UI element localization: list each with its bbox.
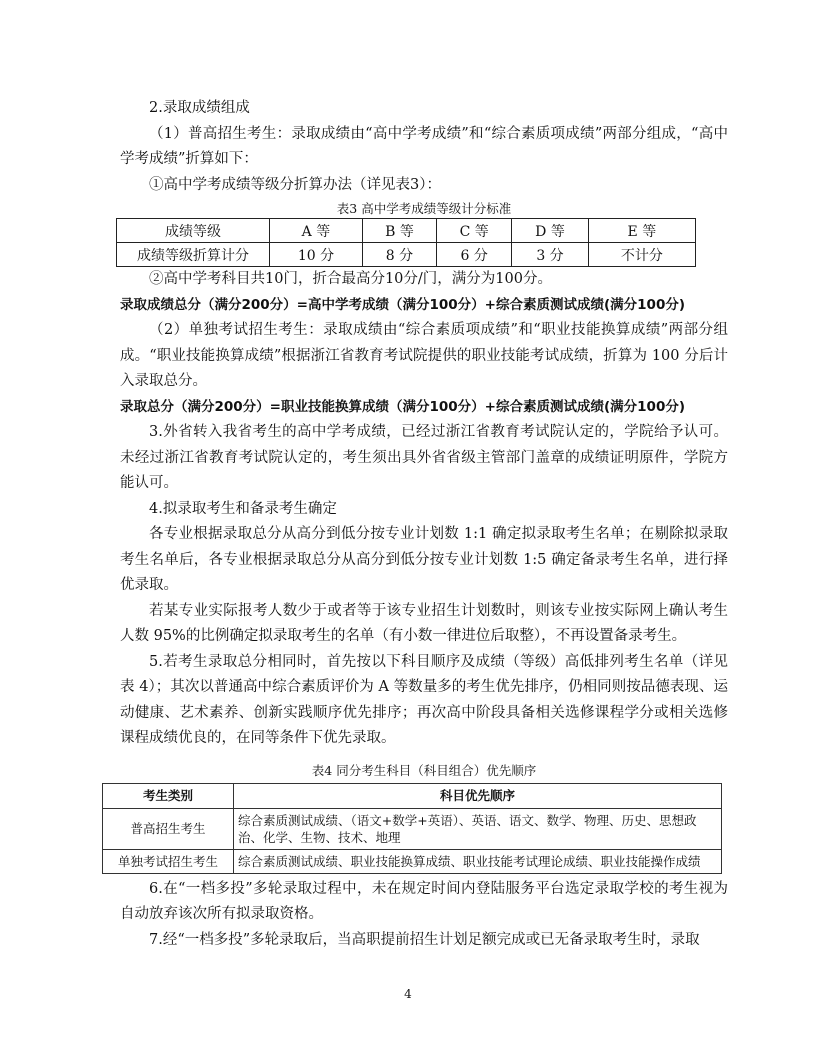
table3-caption: 表3 高中学考成绩等级计分标准 — [336, 201, 512, 216]
paragraph-out-of-province: 3.外省转入我省考生的高中学考成绩，已经过浙江省教育考试院认定的，学院给予认可。未经过浙江省教育考试院认定的，考生须出具外省省级主管部门盖章的成绩证明原件，学院方能认可。 — [120, 424, 728, 491]
table-row — [103, 808, 722, 849]
table-cell: B 等 — [362, 219, 436, 243]
section-heading-admission-score: 2.录取成绩组成 — [149, 100, 250, 116]
paragraph-under-enrollment: 若某专业实际报考人数少于或者等于该专业招生计划数时，则该专业按实际网上确认考生人数 95%的比例确定拟录取考生的名单（有小数一律进位后取整），不再设置备录考生。 — [120, 602, 728, 644]
page-content — [117, 96, 728, 953]
table-header-cell: 考生类别 — [103, 783, 234, 808]
formula-general-total: 录取成绩总分（满分200分）=高中学考成绩（满分100分）+综合素质测试成绩(满分100分) — [120, 296, 686, 313]
table-cell: 8 分 — [362, 243, 436, 267]
table-row — [117, 243, 696, 267]
grade-conversion-table — [116, 218, 696, 267]
table-row — [103, 849, 722, 873]
paragraph-subject-count: ②高中学考科目共10门，折合最高分10分/门，满分为100分。 — [149, 271, 552, 287]
table-cell: 10 分 — [270, 243, 363, 267]
paragraph-grade-conversion: ①高中学考成绩等级分折算办法（详见表3）： — [149, 176, 441, 193]
formula-separate-total: 录取总分（满分200分）=职业技能换算成绩（满分100分）+综合素质测试成绩(满分100分) — [120, 398, 686, 415]
paragraph-selection-ratio: 各专业根据录取总分从高分到低分按专业计划数 1:1 确定拟录取考生名单；在剔除拟录取考生名单后，各专业根据录取总分从高分到低分按专业计划数 1:5 确定备录考生名单，进行择优录取。 — [120, 526, 728, 593]
table-header-cell: 科目优先顺序 — [234, 783, 722, 808]
table-cell: 成绩等级折算计分 — [117, 243, 270, 267]
priority-order-table — [102, 783, 722, 874]
page-number: 4 — [404, 987, 412, 1001]
table-cell: C 等 — [437, 219, 512, 243]
table-cell: 3 分 — [512, 243, 589, 267]
section-heading-candidate-selection: 4.拟录取考生和备录考生确定 — [149, 500, 337, 517]
table-cell: 综合素质测试成绩、职业技能换算成绩、职业技能考试理论成绩、职业技能操作成绩 — [234, 849, 722, 873]
table-cell: E 等 — [588, 219, 695, 243]
table-row — [117, 219, 696, 243]
table4-caption: 表4 同分考生科目（科目组合）优先顺序 — [311, 762, 537, 778]
paragraph-general-high-school: （1）普高招生考生：录取成绩由“高中学考成绩”和“综合素质项成绩”两部分组成，“高中学考成绩”折算如下： — [120, 125, 728, 167]
table-cell: 6 分 — [437, 243, 512, 267]
table-cell: 综合素质测试成绩、（语文+数学+英语）、英语、语文、数学、物理、历史、思想政治、化学、生物、技术、地理 — [234, 808, 722, 849]
table-cell: 不计分 — [588, 243, 695, 267]
table-cell: 单独考试招生考生 — [103, 849, 234, 873]
table-cell: A 等 — [270, 219, 363, 243]
table-cell: 普高招生考生 — [103, 808, 234, 849]
paragraph-tie-break: 5.若考生录取总分相同时，首先按以下科目顺序及成绩（等级）高低排列考生名单（详见表 4）；其次以普通高中综合素质评价为 A 等数量多的考生优先排序，仍相同则按品德表现、运动健康、艺术素养、创新实践顺序优先排序；再次高中阶段具备相关选修课程学分或相关选修课程成绩优良的，在同等条件下优先录取。 — [120, 653, 728, 746]
paragraph-one-file-multi-submit: 6.在“一档多投”多轮录取过程中，未在规定时间内登陆服务平台选定录取学校的考生视为自动放弃该次所有拟录取资格。 — [120, 880, 728, 922]
table-row — [103, 783, 722, 808]
paragraph-after-rounds: 7.经“一档多投”多轮录取后，当高职提前招生计划足额完成或已无备录取考生时，录取 — [149, 931, 700, 948]
table-cell: 成绩等级 — [117, 219, 270, 243]
table-cell: D 等 — [512, 219, 589, 243]
paragraph-separate-exam: （2）单独考试招生考生：录取成绩由“综合素质项成绩”和“职业技能换算成绩”两部分组成。“职业技能换算成绩”根据浙江省教育考试院提供的职业技能考试成绩，折算为 100 分后计入录取总分。 — [120, 322, 728, 389]
